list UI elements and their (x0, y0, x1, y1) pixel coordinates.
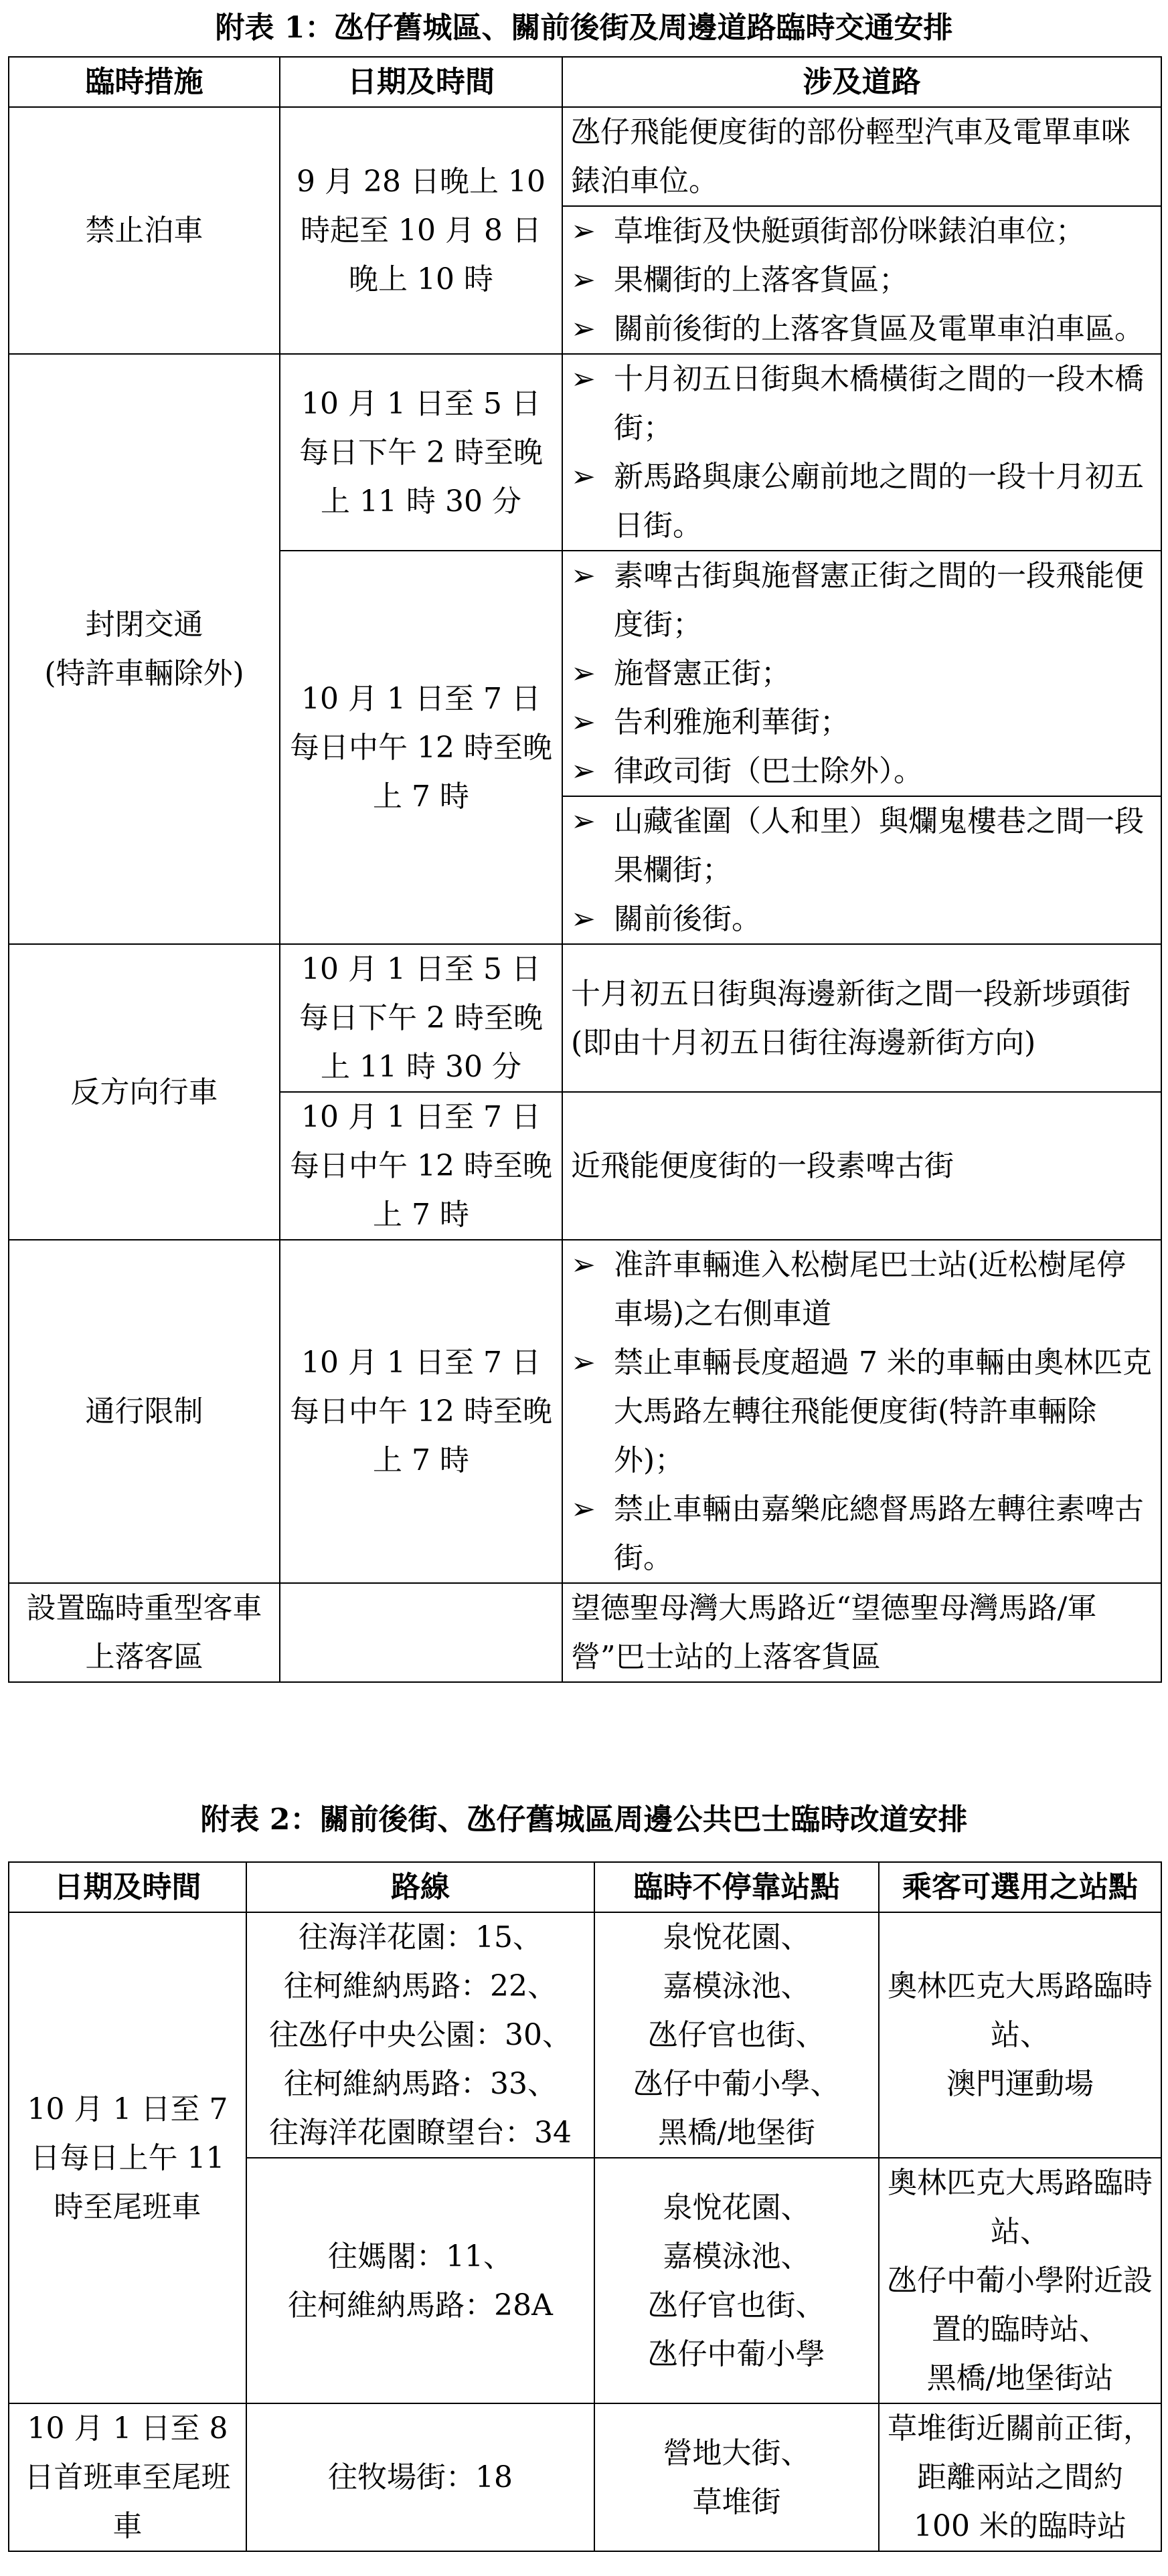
bullet-arrow-icon: ➢ (571, 1492, 596, 1526)
bullet-arrow-icon: ➢ (571, 705, 596, 739)
road-list (571, 1240, 1153, 1582)
bullet-arrow-icon: ➢ (571, 312, 596, 346)
table-row (9, 107, 1161, 354)
roads-cell: 十月初五日街與海邊新街之間一段新埗頭街(即由十月初五日街往海邊新街方向) (562, 944, 1161, 1092)
bullet-arrow-icon: ➢ (571, 902, 596, 936)
bullet-arrow-icon: ➢ (571, 1248, 596, 1282)
list-item: ➢ 關前後街的上落客貨區及電單車泊車區。 (571, 304, 1153, 353)
measure-cell: 封閉交通 (特許車輛除外) (9, 354, 280, 944)
bus-diversion-table (8, 1861, 1162, 2552)
road-list (571, 207, 1153, 353)
header-measure: 臨時措施 (9, 57, 280, 107)
list-item: ➢ 素啤古街與施督憲正街之間的一段飛能便度街； (571, 551, 1153, 649)
header-route: 路線 (246, 1862, 594, 1912)
time-cell (280, 1583, 562, 1682)
list-item: ➢ 山藏雀圍（人和里）與爛鬼樓巷之間一段果欄街； (571, 797, 1153, 895)
route-cell: 往海洋花園：15、 往柯維納馬路：22、 往氹仔中央公園：30、 往柯維納馬路：33、 往海洋花園瞭望台：34 (246, 1912, 594, 2158)
header-roads: 涉及道路 (562, 57, 1161, 107)
time-cell: 9 月 28 日晚上 10 時起至 10 月 8 日晚上 10 時 (280, 107, 562, 354)
table-row (9, 1583, 1161, 1682)
table-row (9, 354, 1161, 551)
alternative-stops-cell: 草堆街近關前正街，距離兩站之間約 100 米的臨時站 (879, 2403, 1161, 2551)
road-list (571, 355, 1153, 550)
bullet-arrow-icon: ➢ (571, 214, 596, 248)
list-item: ➢ 關前後街。 (571, 895, 1153, 943)
skipped-stops-cell: 泉悅花園、 嘉模泳池、 氹仔官也街、 氹仔中葡小學、 黑橋/地堡街 (594, 1912, 879, 2158)
route-cell: 往媽閣：11、 往柯維納馬路：28A (246, 2158, 594, 2403)
bullet-arrow-icon: ➢ (571, 754, 596, 788)
measure-cell: 禁止泊車 (9, 107, 280, 354)
header-skipped-stops: 臨時不停靠站點 (594, 1862, 879, 1912)
table1-caption: 附表 1：氹仔舊城區、關前後街及周邊道路臨時交通安排 (215, 11, 953, 45)
list-item: ➢ 草堆街及快艇頭街部份咪錶泊車位； (571, 207, 1153, 256)
roads-cell: 望德聖母灣大馬路近“望德聖母灣馬路/軍營”巴士站的上落客貨區 (562, 1583, 1161, 1682)
bullet-arrow-icon: ➢ (571, 460, 596, 494)
list-item: ➢ 禁止車輛長度超過 7 米的車輛由奧林匹克大馬路左轉往飛能便度街(特許車輛除外)； (571, 1338, 1153, 1485)
table-header-row (9, 57, 1161, 107)
time-cell: 10 月 1 日至 8 日首班車至尾班車 (9, 2403, 246, 2551)
list-item: ➢ 禁止車輛由嘉樂庇總督馬路左轉往素啤古街。 (571, 1485, 1153, 1582)
list-item: ➢ 新馬路與康公廟前地之間的一段十月初五日街。 (571, 452, 1153, 550)
bullet-arrow-icon: ➢ (571, 656, 596, 691)
time-cell: 10 月 1 日至 7 日每日中午 12 時至晚上 7 時 (280, 1240, 562, 1583)
table-row (9, 2403, 1161, 2551)
time-cell: 10 月 1 日至 5 日每日下午 2 時至晚上 11 時 30 分 (280, 354, 562, 551)
table-row (9, 1240, 1161, 1583)
header-time: 日期及時間 (280, 57, 562, 107)
table-row (9, 944, 1161, 1092)
time-cell: 10 月 1 日至 7 日每日中午 12 時至晚上 7 時 (280, 551, 562, 944)
header-time: 日期及時間 (9, 1862, 246, 1912)
table2-caption: 附表 2：關前後街、氹仔舊城區周邊公共巴士臨時改道安排 (200, 1803, 968, 1837)
road-list (571, 551, 1153, 796)
skipped-stops-cell: 泉悅花園、 嘉模泳池、 氹仔官也街、 氹仔中葡小學 (594, 2158, 879, 2403)
bullet-arrow-icon: ➢ (571, 559, 596, 593)
measure-cell: 通行限制 (9, 1240, 280, 1583)
roads-cell (562, 107, 1161, 354)
alternative-stops-cell: 奧林匹克大馬路臨時站、 氹仔中葡小學附近設置的臨時站、 黑橋/地堡街站 (879, 2158, 1161, 2403)
bullet-arrow-icon: ➢ (571, 362, 596, 396)
roads-cell: 近飛能便度街的一段素啤古街 (562, 1092, 1161, 1240)
time-cell: 10 月 1 日至 5 日每日下午 2 時至晚上 11 時 30 分 (280, 944, 562, 1092)
table-header-row (9, 1862, 1161, 1912)
roads-cell (562, 1240, 1161, 1583)
road-list (571, 797, 1153, 943)
bullet-arrow-icon: ➢ (571, 263, 596, 297)
measure-cell: 反方向行車 (9, 944, 280, 1240)
table-row (9, 1912, 1161, 2158)
route-cell: 往牧場街：18 (246, 2403, 594, 2551)
roads-cell (562, 354, 1161, 551)
measure-cell: 設置臨時重型客車上落客區 (9, 1583, 280, 1682)
bullet-arrow-icon: ➢ (571, 1346, 596, 1380)
list-item: ➢ 准許車輛進入松樹尾巴士站(近松樹尾停車場)之右側車道 (571, 1240, 1153, 1338)
list-item: ➢ 十月初五日街與木橋橫街之間的一段木橋街； (571, 355, 1153, 452)
road-text: 氹仔飛能便度街的部份輕型汽車及電單車咪錶泊車位。 (571, 115, 1131, 198)
time-cell: 10 月 1 日至 7 日每日上午 11 時至尾班車 (9, 1912, 246, 2403)
list-item: ➢ 果欄街的上落客貨區； (571, 256, 1153, 304)
list-item: ➢ 施督憲正街； (571, 649, 1153, 698)
roads-cell (562, 551, 1161, 944)
time-cell: 10 月 1 日至 7 日每日中午 12 時至晚上 7 時 (280, 1092, 562, 1240)
list-item: ➢ 律政司街（巴士除外）。 (571, 747, 1153, 796)
bullet-arrow-icon: ➢ (571, 804, 596, 838)
skipped-stops-cell: 營地大街、 草堆街 (594, 2403, 879, 2551)
alternative-stops-cell: 奧林匹克大馬路臨時站、 澳門運動場 (879, 1912, 1161, 2158)
traffic-arrangement-table (8, 56, 1162, 1683)
header-alternative-stops: 乘客可選用之站點 (879, 1862, 1161, 1912)
list-item: ➢ 告利雅施利華街； (571, 698, 1153, 747)
